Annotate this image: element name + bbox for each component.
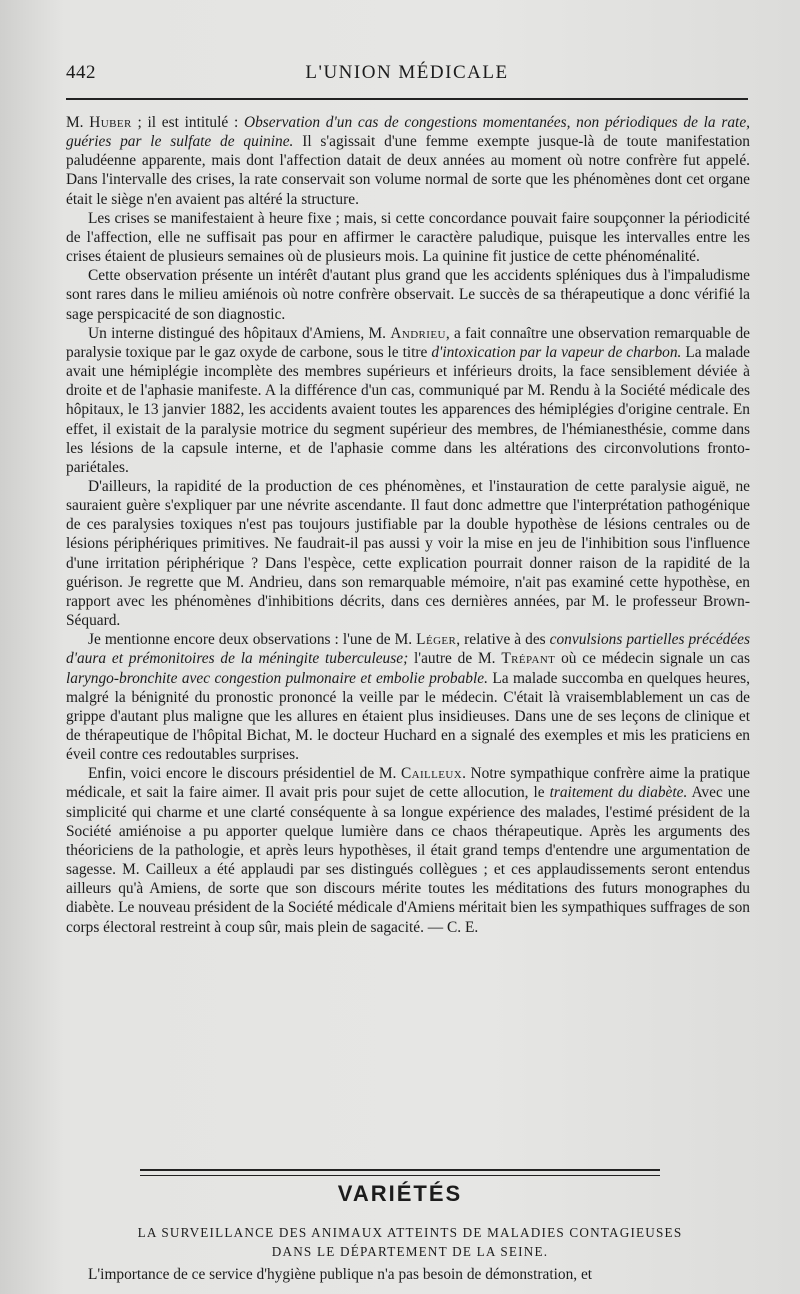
paragraph-7 <box>66 764 750 936</box>
paragraph-6 <box>66 630 750 764</box>
page-number: 442 <box>66 62 96 83</box>
text-run: Je mentionne encore deux observations : l'une de M. <box>88 631 417 649</box>
italic-run: laryngo-bronchite avec congestion pulmonaire et embolie probable. <box>66 669 488 687</box>
name-smallcaps: Andrieu <box>390 324 446 342</box>
paragraph-2 <box>66 209 750 266</box>
running-title: L'UNION MÉDICALE <box>305 62 509 83</box>
section-title: VARIÉTÉS <box>337 1181 463 1206</box>
name-smallcaps: Trépant <box>501 650 556 668</box>
text-run: où ce médecin signale un cas <box>555 650 750 668</box>
italic-run: traitement du diabète. <box>549 784 688 802</box>
text-run: Il s'agissait d'une femme exempte jusque-là de toute manifestation paludéenne apparente, mais dont l'affection datait de deux années au moment où notre confrère fut appelé. Dans l'intervalle des crises, la rate conservait son volume normal de sorte que les phénomènes dont cet organe était le siège n'en avaient pas altéré la structure. <box>66 133 750 208</box>
section-subtitle-line1: LA SURVEILLANCE DES ANIMAUX ATTEINTS DE MALADIES CONTAGIEUSES <box>137 1225 683 1240</box>
text-run: La malade succomba en quelques heures, malgré la bénignité du pronostic prononcé la veille par le médecin. C'était là vraisemblablement un cas de grippe d'autant plus maligne que les allures en étaient plus insidieuses. Dans une de ses leçons de clinique et de thérapeutique de l'hôpital Bichat, M. le docteur Huchard en a signalé des exemples et mis les praticiens en éveil contre ces redoutables surprises. <box>66 669 750 764</box>
header-rule <box>66 98 748 100</box>
name-smallcaps: Huber <box>89 114 132 131</box>
text-run: , a fait connaître une observation remarquable de paralysie toxique par le gaz oxyde de carbone, sous le titre <box>66 324 750 361</box>
section-first-line: L'importance de ce service d'hygiène publique n'a pas besoin de démonstration, et <box>88 1266 593 1283</box>
name-smallcaps: Léger <box>416 631 457 649</box>
article-body <box>66 113 750 937</box>
text-run: D'ailleurs, la rapidité de la production de ces phénomènes, et l'instauration de cette paralysie aiguë, ne sauraient guère s'expliquer par une névrite ascendante. Il faut donc admettre que l'interprétation pathogénique de ces paralysies toxiques n'est pas toujours justifiable par la double hypothèse de lésions centrales ou de lésions périphériques primitives. Ne faudrait-il pas aussi y voir la mise en jeu de l'inhibition sous l'influence d'une irritation périphérique ? Dans l'espèce, cette explication pourrait donner raison de la rapidité de la guérison. Je regrette que M. Andrieu, dans son remarquable mémoire, n'ait pas examiné cette hypothèse, en rapport avec les phénomènes d'inhibitions décrits, dans ces dernières années, par M. le professeur Brown-Séquard. <box>66 477 750 630</box>
text-run: La malade avait une hémiplégie incomplète des membres supérieurs et inférieurs droits, la face sensiblement déviée à droite et de l'aphasie manifeste. A la différence d'un cas, communiqué par M. Rendu à la Société médicale des hôpitaux, le 13 janvier 1882, les accidents avaient toutes les apparences des hémiplégies d'origine centrale. En effet, il existait de la paralysie motrice du segment supérieur des membres, de l'hémianesthésie, comme dans les lésions de la capsule interne, et de l'aphasie comme dans les altérations des circonvolutions fronto-pariétales. <box>66 343 750 476</box>
text-run: Les crises se manifestaient à heure fixe ; mais, si cette concordance pouvait faire soupçonner la périodicité de l'affection, elle ne suffisait pas pour en affirmer le caractère paludique, puisque les intervalles entre les crises étaient de plusieurs semaines où de plusieurs mois. La quinine fit justice de cette phénoménalité. <box>66 209 750 266</box>
text-run: . Notre sympathique confrère aime la pratique médicale, et sait la faire aimer. Il avait pris pour sujet de cette allocution, le <box>66 765 750 802</box>
name-smallcaps: Cailleux <box>400 765 463 783</box>
section-subtitle-line2: DANS LE DÉPARTEMENT DE LA SEINE. <box>271 1244 549 1259</box>
italic-run: d'intoxication par la vapeur de charbon. <box>431 343 682 361</box>
text-run: M. <box>66 114 90 131</box>
text-run: ; il est intitulé : <box>131 114 244 131</box>
paragraph-5 <box>66 477 750 630</box>
section-divider <box>140 1169 660 1176</box>
paragraph-4 <box>66 324 750 477</box>
text-run: , relative à des <box>456 631 550 649</box>
page-header <box>66 62 748 92</box>
italic-run: Observation d'un cas de congestions momentanées, non périodiques de la rate, guéries par le sulfate de quinine. <box>66 114 750 151</box>
text-run: Cette observation présente un intérêt d'autant plus grand que les accidents spléniques dus à l'impaludisme sont rares dans le milieu amiénois où notre confrère observait. Le succès de sa thérapeutique a donc vérifié la sage perspicacité de son diagnostic. <box>66 267 750 323</box>
text-run: l'autre de M. <box>408 650 502 668</box>
paragraph-1 <box>66 113 750 209</box>
text-run: Avec une simplicité qui charme et une clarté conséquente à sa longue expérience des malades, l'estimé président de la Société amiénoise a pu apporter quelque lumière dans ce chaos thérapeutique. Après les arguments des théoriciens de la pathologie, et après leurs hypothèses, il était grand temps d'entendre une argumentation de sagesse. M. Cailleux a été applaudi par ses distingués collègues ; et ces applaudissements seront entendus ailleurs qu'à Amiens, de sorte que son discours mérite toutes les méditations des futurs monographes du diabète. Le nouveau président de la Société médicale d'Amiens méritait bien les sympathiques suffrages de son corps électoral restreint à coup sûr, mais plein de sagacité. — C. E. <box>66 784 750 936</box>
paragraph-3 <box>66 266 750 323</box>
text-run: Enfin, voici encore le discours présidentiel de M. <box>88 765 401 783</box>
text-run: Un interne distingué des hôpitaux d'Amiens, M. <box>88 324 391 342</box>
italic-run: convulsions partielles précédées d'aura et prémonitoires de la méningite tuberculeuse; <box>66 631 750 668</box>
